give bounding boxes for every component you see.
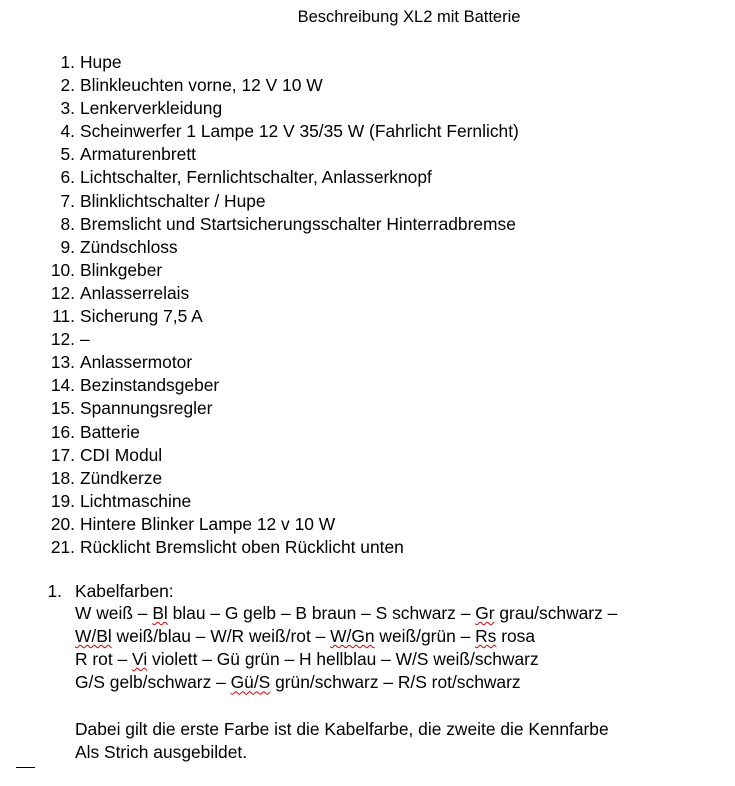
item-label: Armaturenbrett [80, 144, 196, 165]
item-number: 11. [52, 306, 75, 327]
item-label: Blinkgeber [80, 259, 163, 280]
item-number: 7. [60, 190, 75, 211]
item-label: Blinklichtschalter / Hupe [80, 190, 266, 211]
item-label: Anlassermotor [80, 352, 193, 373]
item-number: 18. [50, 467, 75, 488]
item-label: Hintere Blinker Lampe 12 v 10 W [80, 513, 336, 534]
item-number: 12. [50, 282, 75, 303]
item-number: 5. [60, 144, 75, 165]
legend-code: Gr [475, 603, 495, 623]
item-label: Batterie [80, 421, 140, 442]
item-number: 19. [50, 490, 75, 511]
item-number: 6. [60, 167, 75, 188]
legend-text: grau/schwarz – [494, 603, 618, 623]
item-number: 17. [50, 444, 75, 465]
cable-colors-title: Kabelfarben: [75, 581, 174, 601]
item-label: Lichtmaschine [80, 490, 192, 511]
legend-text: weiß/blau – W/R weiß/rot – [111, 626, 331, 647]
legend-code: W/Gn [330, 626, 375, 647]
legend-text: G/S gelb/schwarz – [75, 672, 231, 693]
item-label: Bremslicht und Startsicherungsschalter Hinterradbremse [80, 213, 516, 234]
item-number: 15. [50, 398, 75, 419]
cable-legend-line [75, 625, 617, 648]
cable-colors-number: 1. [47, 581, 62, 601]
item-label: Rücklicht Bremslicht oben Rücklicht unten [80, 536, 404, 557]
item-number: 1. [60, 52, 75, 72]
item-number: 10. [50, 259, 75, 280]
item-number: 12. [50, 329, 75, 350]
legend-text: W weiß – [75, 603, 153, 623]
item-label: Scheinwerfer 1 Lampe 12 V 35/35 W (Fahrlicht Fernlicht) [80, 121, 519, 142]
legend-text: rosa [496, 626, 536, 647]
color-note-line-2: Als Strich ausgebildet. [75, 742, 248, 763]
item-number: 2. [60, 75, 75, 96]
cable-legend-line [75, 671, 617, 694]
item-number: 8. [60, 213, 75, 234]
item-label: Spannungsregler [80, 398, 213, 419]
cable-legend-line [75, 602, 617, 625]
item-label: Blinkleuchten vorne, 12 V 10 W [80, 75, 323, 96]
color-note [75, 718, 609, 764]
legend-code: Rs [475, 626, 497, 647]
end-of-document-mark [16, 767, 35, 768]
item-label: – [80, 329, 90, 350]
legend-code: Gü/S [230, 672, 271, 693]
cable-legend-line [75, 648, 617, 671]
cable-colors-legend [75, 602, 617, 694]
item-label: Sicherung 7,5 A [80, 306, 203, 327]
item-number: 21. [50, 536, 75, 557]
legend-text: R rot – [75, 649, 133, 670]
item-number: 14. [50, 375, 75, 396]
legend-code: Vi [132, 649, 148, 670]
item-label: Lenkerverkleidung [80, 98, 223, 119]
legend-text: weiß/grün – [374, 626, 476, 647]
item-number: 4. [60, 121, 75, 142]
legend-text: blau – G gelb – B braun – S schwarz – [167, 603, 476, 623]
legend-code: Bl [152, 603, 168, 623]
item-number: 13. [50, 352, 75, 373]
item-label: Bezinstandsgeber [80, 375, 220, 396]
item-label: Lichtschalter, Fernlichtschalter, Anlasserknopf [80, 167, 432, 188]
item-label: CDI Modul [80, 444, 163, 465]
item-label: Zündschloss [80, 236, 178, 257]
document-title: Beschreibung XL2 mit Batterie [297, 8, 521, 26]
legend-text: violett – Gü grün – H hellblau – W/S weiß/schwarz [147, 649, 539, 670]
legend-code: W/Bl [75, 626, 112, 647]
item-number: 16. [50, 421, 75, 442]
item-label: Hupe [80, 52, 122, 72]
item-label: Zündkerze [80, 467, 163, 488]
legend-text: grün/schwarz – R/S rot/schwarz [270, 672, 521, 693]
item-label: Anlasserrelais [80, 282, 190, 303]
item-number: 9. [60, 236, 75, 257]
color-note-line-1: Dabei gilt die erste Farbe ist die Kabelfarbe, die zweite die Kennfarbe [75, 719, 609, 739]
item-number: 20. [50, 513, 75, 534]
item-number: 3. [60, 98, 75, 119]
